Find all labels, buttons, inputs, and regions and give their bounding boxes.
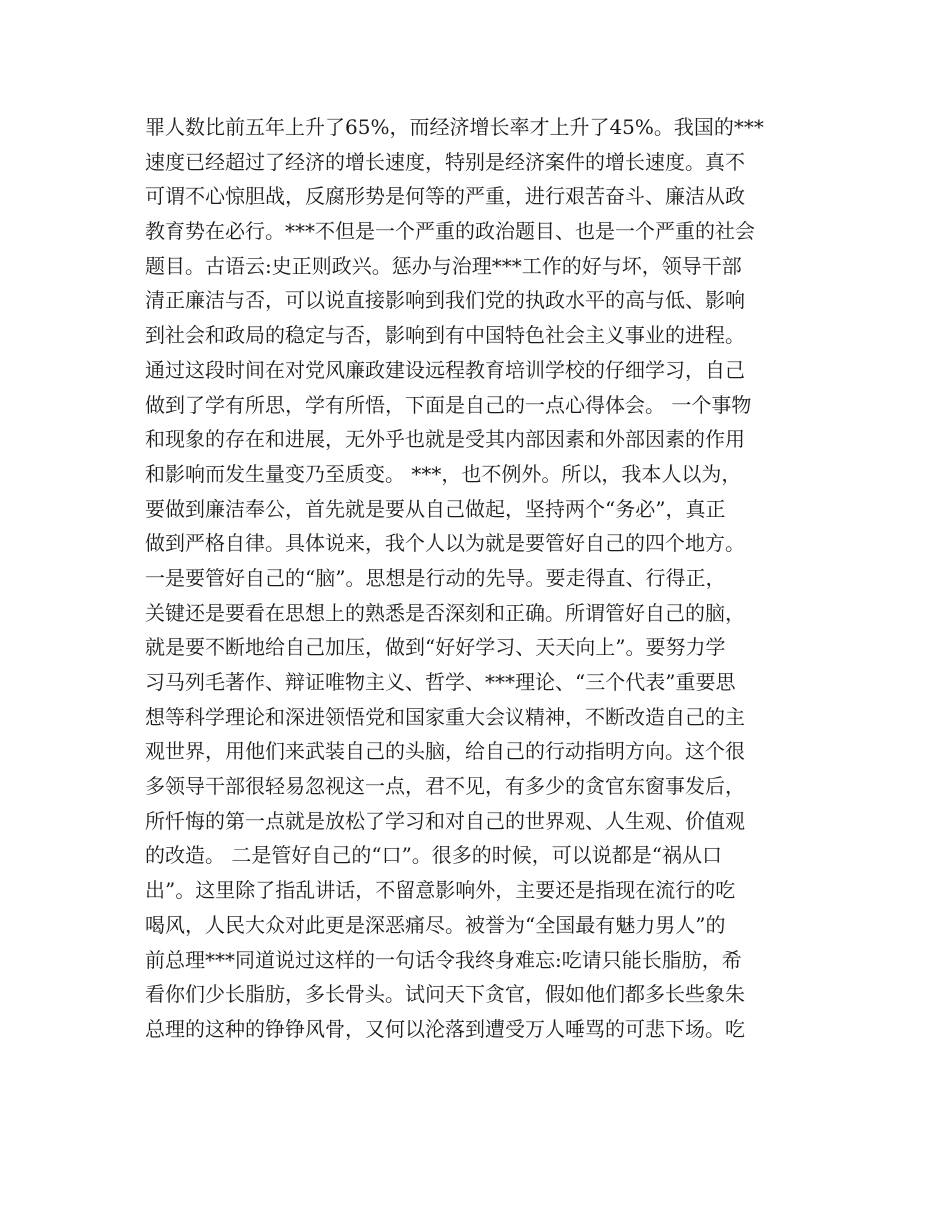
text-line: 看你们少长脂肪，多长骨头。试问天下贪官，假如他们都多长些象朱 (145, 982, 745, 1007)
text-line: 和影响而发生量变乃至质变。 ***，也不例外。所以，我本人以为， (145, 461, 742, 486)
text-line: 喝风，人民大众对此更是深恶痛尽。被誉为“全国最有魅力男人”的 (145, 912, 726, 937)
text-line: 到社会和政局的稳定与否，影响到有中国特色社会主义事业的进程。 (145, 323, 745, 348)
text-line: 观世界，用他们来武装自己的头脑，给自己的行动指明方向。这个很 (145, 739, 745, 764)
text-line: 总理的这种的铮铮风骨，又何以沦落到遭受万人唾骂的可悲下场。吃 (145, 1016, 745, 1041)
text-line: 罪人数比前五年上升了65%，而经济增长率才上升了45%。我国的*** (145, 115, 764, 139)
text-line: 所忏悔的第一点就是放松了学习和对自己的世界观、人生观、价值观 (145, 808, 745, 833)
text-line: 前总理***同道说过这样的一句话令我终身难忘:吃请只能长脂肪，希 (145, 947, 742, 972)
text-line: 想等科学理论和深进领悟党和国家重大会议精神，不断改造自己的主 (145, 704, 745, 729)
text-line: 题目。古语云:史正则政兴。惩办与治理***工作的好与坏，领导干部 (145, 253, 742, 278)
text-line: 就是要不断地给自己加压，做到“好好学习、天天向上”。要努力学 (145, 635, 726, 660)
text-line: 和现象的存在和进展，无外乎也就是受其内部因素和外部因素的作用 (145, 427, 745, 452)
text-line: 出”。这里除了指乱讲话，不留意影响外，主要还是指现在流行的吃 (145, 878, 736, 903)
text-line: 通过这段时间在对党风廉政建设远程教育培训学校的仔细学习，自己 (145, 357, 745, 382)
text-line: 习马列毛著作、辩证唯物主义、哲学、***理论、“三个代表”重要思 (145, 670, 736, 694)
text-line: 要做到廉洁奉公，首先就是要从自己做起，坚持两个“务必”，真正 (145, 496, 726, 521)
text-line: 多领导干部很轻易忽视这一点，君不见，有多少的贪官东窗事发后， (145, 774, 745, 799)
body-text (145, 110, 845, 1047)
text-line: 关键还是要看在思想上的熟悉是否深刻和正确。所谓管好自己的脑， (145, 600, 745, 625)
text-line: 清正廉洁与否，可以说直接影响到我们党的执政水平的高与低、影响 (145, 288, 745, 313)
text-line: 速度已经超过了经济的增长速度，特别是经济案件的增长速度。真不 (145, 149, 745, 174)
text-line: 一是要管好自己的“脑”。思想是行动的先导。要走得直、行得正， (145, 565, 726, 590)
text-line: 的改造。 二是管好自己的“口”。很多的时候，可以说都是“祸从口 (145, 843, 723, 868)
text-line: 可谓不心惊胆战，反腐形势是何等的严重，进行艰苦奋斗、廉洁从政 (145, 184, 745, 209)
text-line: 教育势在必行。***不但是一个严重的政治题目、也是一个严重的社会 (145, 219, 755, 244)
text-line: 做到了学有所思，学有所悟，下面是自己的一点心得体会。 一个事物 (145, 392, 752, 417)
text-line: 做到严格自律。具体说来，我个人以为就是要管好自己的四个地方。 (145, 531, 745, 556)
